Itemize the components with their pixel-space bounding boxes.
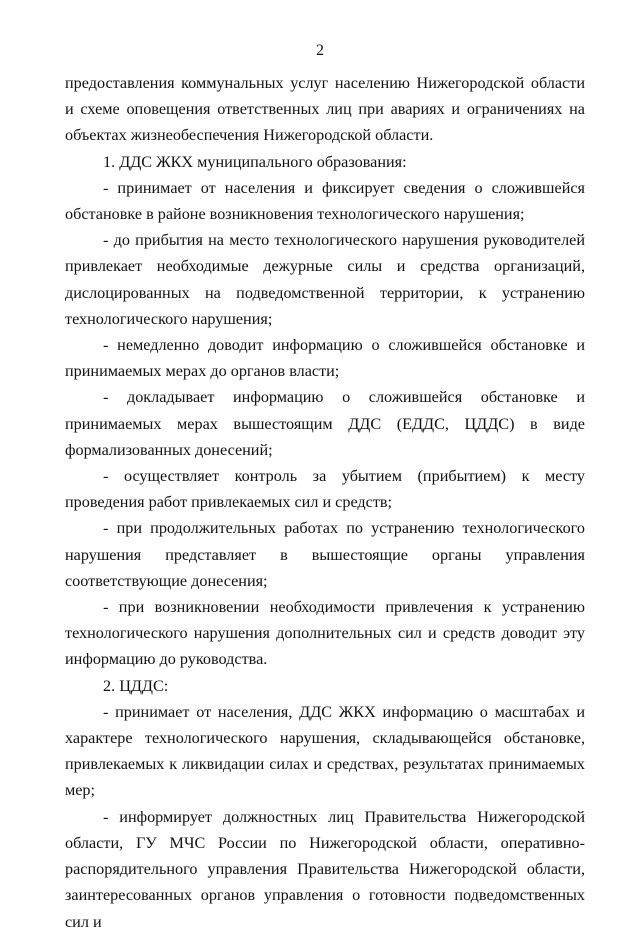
paragraph-continuation: предоставления коммунальных услуг населению Нижегородской области и схеме оповещения ответственных лиц при авариях и ограничениях на объектах жизнеобеспечения Нижегородской области.	[65, 74, 585, 145]
list-item: - осуществляет контроль за убытием (прибытием) к месту проведения работ привлекаемых сил и средств;	[65, 467, 585, 512]
section-heading-dds-zhkh: 1. ДДС ЖКХ муниципального образования:	[103, 152, 407, 171]
list-item: - немедленно доводит информацию о сложившейся обстановке и принимаемых мерах до органов власти;	[65, 336, 585, 381]
list-item: - докладывает информацию о сложившейся обстановке и принимаемых мерах вышестоящим ДДС (ЕДДС, ЦДДС) в виде формализованных донесений;	[65, 388, 585, 459]
document-body	[65, 70, 585, 935]
list-item: - при возникновении необходимости привлечения к устранению технологического нарушения дополнительных сил и средств доводит эту информацию до руководства.	[65, 598, 585, 669]
section-heading-tsdds: 2. ЦДДС:	[103, 676, 169, 695]
page-number: 2	[316, 42, 324, 59]
list-item: - до прибытия на место технологического нарушения руководителей привлекает необходимые дежурные силы и средства организаций, дислоцированных на подведомственной территории, к устранению технологического нарушения;	[65, 231, 585, 328]
list-item: - информирует должностных лиц Правительства Нижегородской области, ГУ МЧС России по Нижегородской области, оперативно-распорядительного управления Правительства Нижегородской области, заинтересованных органов управления о готовности подведомственных сил и	[65, 807, 585, 931]
list-item: - принимает от населения, ДДС ЖКХ информацию о масштабах и характере технологического нарушения, складывающейся обстановке, привлекаемых к ликвидации силах и средствах, результатах принимаемых мер;	[65, 702, 585, 800]
list-item: - при продолжительных работах по устранению технологического нарушения представляет в вышестоящие органы управления соответствующие донесения;	[65, 519, 585, 590]
list-item: - принимает от населения и фиксирует сведения о сложившейся обстановке в районе возникновения технологического нарушения;	[65, 178, 585, 224]
